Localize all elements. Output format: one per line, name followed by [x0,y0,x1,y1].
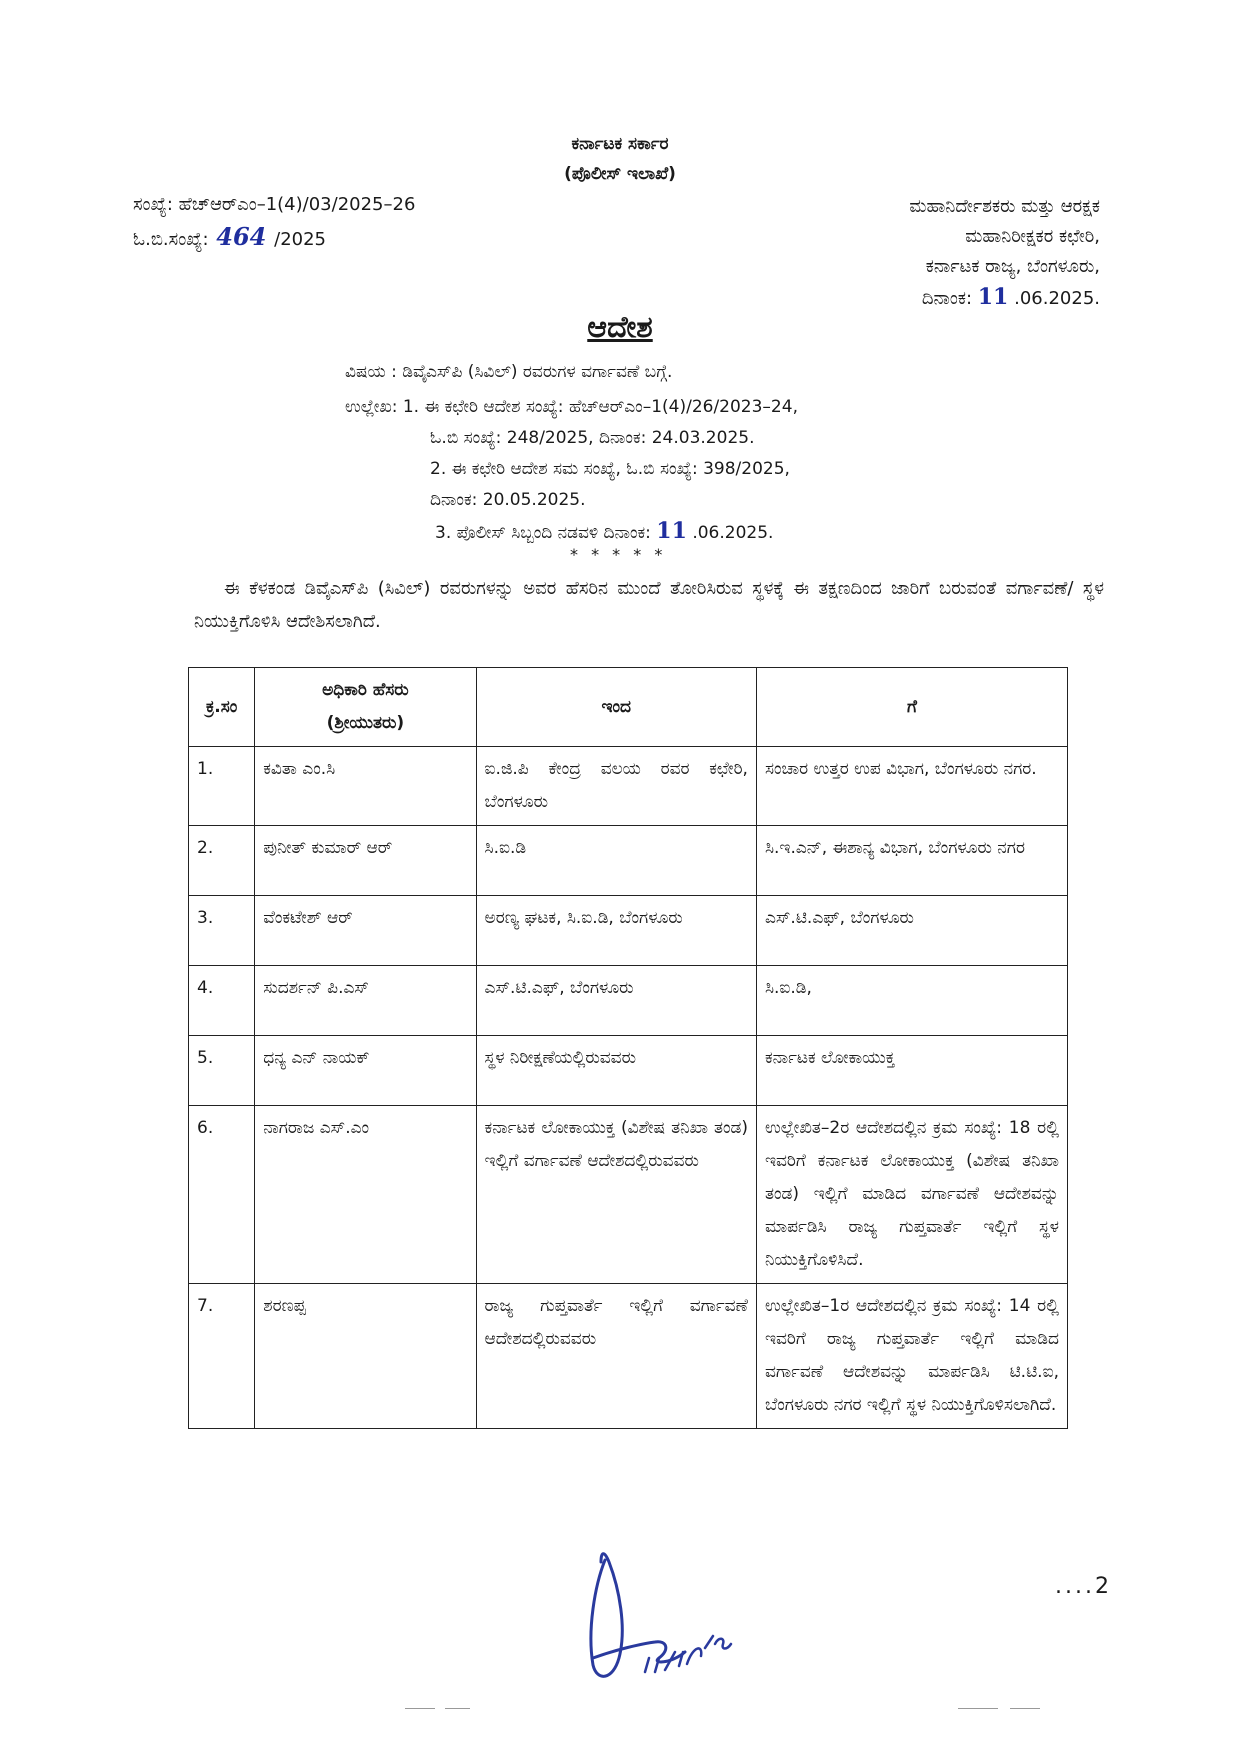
row-from: ರಾಜ್ಯ ಗುಪ್ತವಾರ್ತೆ ಇಲ್ಲಿಗೆ ವರ್ಗಾವಣೆ ಆದೇಶದಲ್ಲಿರುವವರು [476,1284,756,1429]
table-row [189,747,1068,826]
row-name: ಕವಿತಾ ಎಂ.ಸಿ [255,747,476,826]
reference-3-handwritten: 11 [656,518,687,544]
row-to: ಸಂಚಾರ ಉತ್ತರ ಉಪ ವಿಭಾಗ, ಬೆಂಗಳೂರು ನಗರ. [756,747,1067,826]
office-line-3: ಕರ್ನಾಟಕ ರಾಜ್ಯ, ಬೆಂಗಳೂರು, [925,256,1100,277]
row-name: ನಾಗರಾಜ ಎಸ್.ಎಂ [255,1106,476,1284]
table-row [189,1106,1068,1284]
handwritten-signature [575,1540,765,1690]
row-sl: 3. [189,896,255,966]
office-date [780,282,1100,314]
row-to: ಉಲ್ಲೇಖಿತ–1ರ ಆದೇಶದಲ್ಲಿನ ಕ್ರಮ ಸಂಖ್ಯೆ: 14 ರಲ್ಲಿ ಇವರಿಗೆ ರಾಜ್ಯ ಗುಪ್ತವಾರ್ತೆ ಇಲ್ಲಿಗೆ ಮಾಡಿದ ವರ್ಗಾವಣೆ ಆದೇಶವನ್ನು ಮಾರ್ಪಡಿಸಿ ಟಿ.ಟಿ.ಐ, ಬೆಂಗಳೂರು ನಗರ ಇಲ್ಲಿಗೆ ಸ್ಥಳ ನಿಯುಕ್ತಿಗೊಳಿಸಲಾಗಿದೆ. [756,1284,1067,1429]
table-row [189,1284,1068,1429]
header-officer-line-1: ಅಧಿಕಾರಿ ಹೆಸರು [322,680,409,700]
row-name: ಪುನೀತ್ ಕುಮಾರ್ ಆರ್ [255,826,476,896]
row-sl: 4. [189,966,255,1036]
transfer-table [188,667,1068,1429]
header-officer [255,668,476,747]
reference-1-line-2: ಓ.ಬಿ ಸಂಖ್ಯೆ: 248/2025, ದಿನಾಂಕ: 24.03.2025. [430,428,755,448]
office-address [780,192,1100,314]
row-sl: 1. [189,747,255,826]
header-officer-line-2: (ಶ್ರೀಯುತರು) [326,713,405,733]
department-heading: (ಪೊಲೀಸ್ ಇಲಾಖೆ) [564,164,676,184]
footer-rule [405,1708,435,1709]
row-from: ಎಸ್.ಟಿ.ಎಫ್, ಬೆಂಗಳೂರು [476,966,756,1036]
footer-rule [958,1708,998,1709]
row-from: ಐ.ಜಿ.ಪಿ ಕೇಂದ್ರ ವಲಯ ರವರ ಕಛೇರಿ, ಬೆಂಗಳೂರು [476,747,756,826]
ob-number [133,222,326,251]
reference-2-line-1: 2. ಈ ಕಛೇರಿ ಆದೇಶ ಸಮ ಸಂಖ್ಯೆ, ಓ.ಬಿ ಸಂಖ್ಯೆ: 398/2025, [430,459,790,479]
government-heading: ಕರ್ನಾಟಕ ಸರ್ಕಾರ [571,134,669,154]
reference-3-label: 3. ಪೊಲೀಸ್ ಸಿಬ್ಬಂದಿ ನಡವಳಿ ದಿನಾಂಕ: [435,523,651,543]
ob-number-handwritten: 464 [216,222,267,251]
row-to: ಉಲ್ಲೇಖಿತ–2ರ ಆದೇಶದಲ್ಲಿನ ಕ್ರಮ ಸಂಖ್ಯೆ: 18 ರಲ್ಲಿ ಇವರಿಗೆ ಕರ್ನಾಟಕ ಲೋಕಾಯುಕ್ತ (ವಿಶೇಷ ತನಿಖಾ ತಂಡ) ಇಲ್ಲಿಗೆ ಮಾಡಿದ ವರ್ಗಾವಣೆ ಆದೇಶವನ್ನು ಮಾರ್ಪಡಿಸಿ ರಾಜ್ಯ ಗುಪ್ತವಾರ್ತೆ ಇಲ್ಲಿಗೆ ಸ್ಥಳ ನಿಯುಕ್ತಿಗೊಳಿಸಿದೆ. [756,1106,1067,1284]
row-sl: 7. [189,1284,255,1429]
row-to: ಸಿ.ಇ.ಎನ್, ಈಶಾನ್ಯ ವಿಭಾಗ, ಬೆಂಗಳೂರು ನಗರ [756,826,1067,896]
header-to: ಗೆ [756,668,1067,747]
office-date-rest: .06.2025. [1014,288,1100,309]
row-name: ಶರಣಪ್ಪ [255,1284,476,1429]
table-row [189,1036,1068,1106]
references-block [345,392,798,549]
order-body: ಈ ಕೆಳಕಂಡ ಡಿವೈಎಸ್‌ಪಿ (ಸಿವಿಲ್) ರವರುಗಳನ್ನು ಅವರ ಹೆಸರಿನ ಮುಂದೆ ತೋರಿಸಿರುವ ಸ್ಥಳಕ್ಕೆ ಈ ತಕ್ಷಣದಿಂದ ಜಾರಿಗೆ ಬರುವಂತೆ ವರ್ಗಾವಣೆ/ ಸ್ಥಳ ನಿಯುಕ್ತಿಗೊಳಿಸಿ ಆದೇಶಿಸಲಾಗಿದೆ. [194,578,1104,632]
separator: * * * * * [570,545,667,564]
office-line-1: ಮಹಾನಿರ್ದೇಶಕರು ಮತ್ತು ಆರಕ್ಷಕ [909,196,1100,217]
row-sl: 6. [189,1106,255,1284]
office-line-2: ಮಹಾನಿರೀಕ್ಷಕರ ಕಛೇರಿ, [965,226,1100,247]
ob-number-year: /2025 [274,229,326,250]
row-to: ಎಸ್.ಟಿ.ಎಫ್, ಬೆಂಗಳೂರು [756,896,1067,966]
row-sl: 2. [189,826,255,896]
row-from: ಸಿ.ಐ.ಡಿ [476,826,756,896]
footer-rule [445,1708,470,1709]
table-row [189,896,1068,966]
header-from: ಇಂದ [476,668,756,747]
table-header-row [189,668,1068,747]
footer-rule [1010,1708,1040,1709]
subject-line: ವಿಷಯ : ಡಿವೈಎಸ್‌ಪಿ (ಸಿವಿಲ್) ರವರುಗಳ ವರ್ಗಾವಣೆ ಬಗ್ಗೆ. [345,362,673,382]
row-name: ಸುದರ್ಶನ್ ಪಿ.ಎಸ್ [255,966,476,1036]
page-continuation: ....2 [1055,1574,1112,1599]
row-from: ಕರ್ನಾಟಕ ಲೋಕಾಯುಕ್ತ (ವಿಶೇಷ ತನಿಖಾ ತಂಡ) ಇಲ್ಲಿಗೆ ವರ್ಗಾವಣೆ ಆದೇಶದಲ್ಲಿರುವವರು [476,1106,756,1284]
row-from: ಸ್ಥಳ ನಿರೀಕ್ಷಣೆಯಲ್ಲಿರುವವರು [476,1036,756,1106]
office-date-handwritten: 11 [977,284,1009,310]
row-from: ಅರಣ್ಯ ಘಟಕ, ಸಿ.ಐ.ಡಿ, ಬೆಂಗಳೂರು [476,896,756,966]
table-row [189,826,1068,896]
reference-3-rest: .06.2025. [692,523,774,543]
row-to: ಕರ್ನಾಟಕ ಲೋಕಾಯುಕ್ತ [756,1036,1067,1106]
row-to: ಸಿ.ಐ.ಡಿ, [756,966,1067,1036]
row-name: ವೆಂಕಟೇಶ್ ಆರ್ [255,896,476,966]
reference-2-line-2: ದಿನಾಂಕ: 20.05.2025. [430,490,586,510]
row-name: ಧನ್ಯ ಎನ್ ನಾಯಕ್ [255,1036,476,1106]
order-title: ಆದೇಶ [587,310,653,345]
reference-number: ಸಂಖ್ಯೆ: ಹೆಚ್‌ಆರ್‌ಎಂ–1(4)/03/2025–26 [133,194,416,215]
table-row [189,966,1068,1036]
header-sl: ಕ್ರ.ಸಂ [189,668,255,747]
signature-drawing [575,1540,765,1690]
office-date-label: ದಿನಾಂಕ: [921,288,973,309]
reference-1-line-1: ಉಲ್ಲೇಖ: 1. ಈ ಕಛೇರಿ ಆದೇಶ ಸಂಖ್ಯೆ: ಹೆಚ್‌ಆರ್‌ಎಂ–1(4)/26/2023–24, [345,397,798,417]
ob-number-label: ಓ.ಬಿ.ಸಂಖ್ಯೆ: [133,229,209,250]
row-sl: 5. [189,1036,255,1106]
